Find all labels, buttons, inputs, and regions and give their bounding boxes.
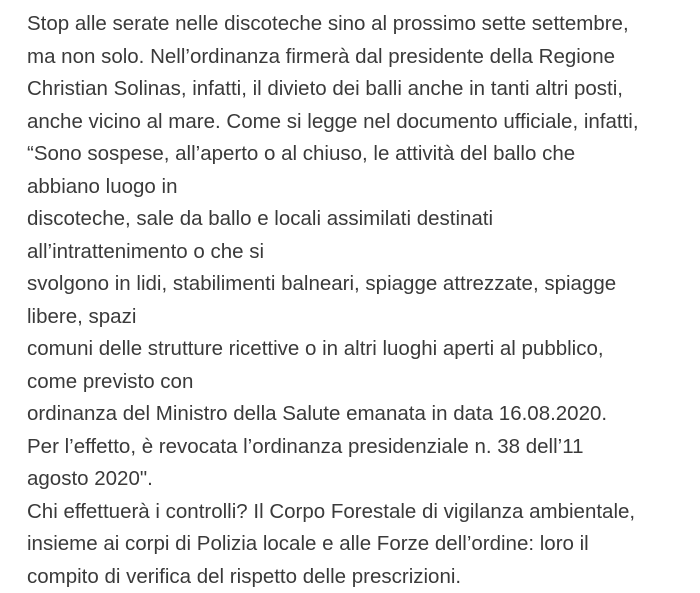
text-line: Chi effettuerà i controlli? Il Corpo Forestale di vigilanza ambientale, — [27, 496, 693, 529]
text-line: all’intrattenimento o che si — [27, 236, 693, 269]
text-line: Christian Solinas, infatti, il divieto dei balli anche in tanti altri posti, — [27, 73, 693, 106]
text-line: ordinanza del Ministro della Salute emanata in data 16.08.2020. — [27, 398, 693, 431]
text-line: discoteche, sale da ballo e locali assimilati destinati — [27, 203, 693, 236]
text-line: anche vicino al mare. Come si legge nel documento ufficiale, infatti, — [27, 106, 693, 139]
text-line: come previsto con — [27, 366, 693, 399]
text-line: “Sono sospese, all’aperto o al chiuso, le attività del ballo che — [27, 138, 693, 171]
text-line: compito di verifica del rispetto delle prescrizioni. — [27, 561, 693, 593]
text-line: Stop alle serate nelle discoteche sino al prossimo sette settembre, — [27, 8, 693, 41]
text-line: comuni delle strutture ricettive o in altri luoghi aperti al pubblico, — [27, 333, 693, 366]
text-line: ma non solo. Nell’ordinanza firmerà dal presidente della Regione — [27, 41, 693, 74]
text-line: insieme ai corpi di Polizia locale e alle Forze dell’ordine: loro il — [27, 528, 693, 561]
article-text — [27, 8, 693, 593]
text-line: libere, spazi — [27, 301, 693, 334]
text-line: agosto 2020". — [27, 463, 693, 496]
text-line: abbiano luogo in — [27, 171, 693, 204]
text-line: Per l’effetto, è revocata l’ordinanza presidenziale n. 38 dell’11 — [27, 431, 693, 464]
text-line: svolgono in lidi, stabilimenti balneari, spiagge attrezzate, spiagge — [27, 268, 693, 301]
